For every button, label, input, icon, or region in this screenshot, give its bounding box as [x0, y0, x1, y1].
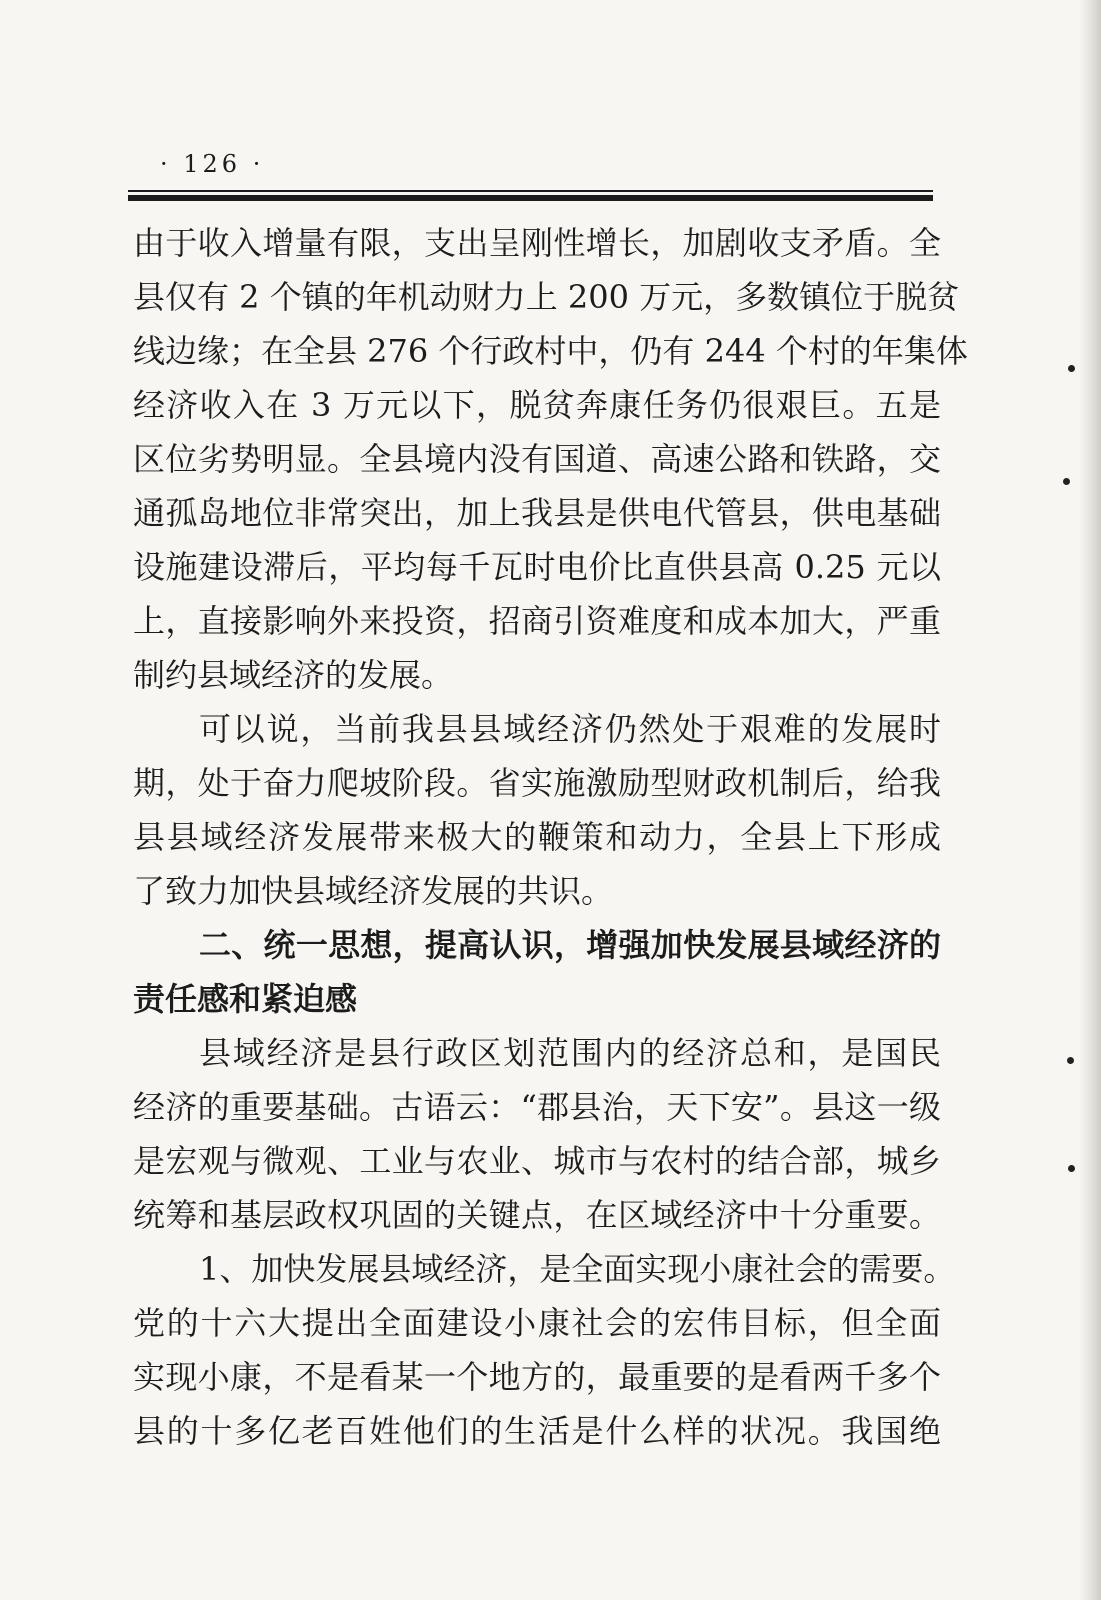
page-edge: [1079, 0, 1101, 1600]
paragraph-start-line: 1、加快发展县域经济，是全面实现小康社会的需要。: [199, 1250, 956, 1288]
text-line: 区位劣势明显。全县境内没有国道、高速公路和铁路，交: [133, 440, 941, 478]
body-text: [133, 216, 968, 1458]
paragraph-start-line: 县域经济是县行政区划范围内的经济总和，是国民: [199, 1034, 941, 1072]
section-heading-line: 二、统一思想，提高认识，增强加快发展县域经济的: [199, 926, 941, 964]
scan-speck: [1068, 1165, 1075, 1172]
text-line: 制约县域经济的发展。: [133, 656, 454, 694]
text-line: 由于收入增量有限，支出呈刚性增长，加剧收支矛盾。全: [133, 224, 941, 262]
text-line: 县的十多亿老百姓他们的生活是什么样的状况。我国绝: [133, 1412, 941, 1450]
scan-speck: [1067, 1057, 1074, 1064]
text-line: 上，直接影响外来投资，招商引资难度和成本加大，严重: [133, 602, 941, 640]
scan-speck: [1063, 478, 1070, 485]
text-line: 经济收入在 3 万元以下，脱贫奔康任务仍很艰巨。五是: [133, 386, 941, 424]
text-line: 期，处于奋力爬坡阶段。省实施激励型财政机制后，给我: [133, 764, 941, 802]
text-line: 统筹和基层政权巩固的关键点，在区域经济中十分重要。: [133, 1196, 941, 1234]
text-line: 经济的重要基础。古语云：“郡县治，天下安”。县这一级: [133, 1088, 941, 1126]
text-line: 线边缘；在全县 276 个行政村中，仍有 244 个村的年集体: [133, 332, 968, 370]
text-line: 通孤岛地位非常突出，加上我县是供电代管县，供电基础: [133, 494, 941, 532]
text-line: 是宏观与微观、工业与农业、城市与农村的结合部，城乡: [133, 1142, 941, 1180]
page-number: · 126 ·: [160, 150, 265, 178]
header-rule-thin: [128, 190, 933, 192]
text-line: 了致力加快县域经济发展的共识。: [133, 872, 614, 910]
header-rule-thick: [128, 195, 933, 201]
section-heading-line: 责任感和紧迫感: [133, 980, 358, 1018]
paragraph-start-line: 可以说，当前我县县域经济仍然处于艰难的发展时: [199, 710, 941, 748]
text-line: 党的十六大提出全面建设小康社会的宏伟目标，但全面: [133, 1304, 941, 1342]
text-line: 县仅有 2 个镇的年机动财力上 200 万元，多数镇位于脱贫: [133, 278, 960, 316]
text-line: 设施建设滞后，平均每千瓦时电价比直供县高 0.25 元以: [133, 548, 941, 586]
text-line: 县县域经济发展带来极大的鞭策和动力，全县上下形成: [133, 818, 941, 856]
scan-speck: [1068, 365, 1075, 372]
text-line: 实现小康，不是看某一个地方的，最重要的是看两千多个: [133, 1358, 941, 1396]
